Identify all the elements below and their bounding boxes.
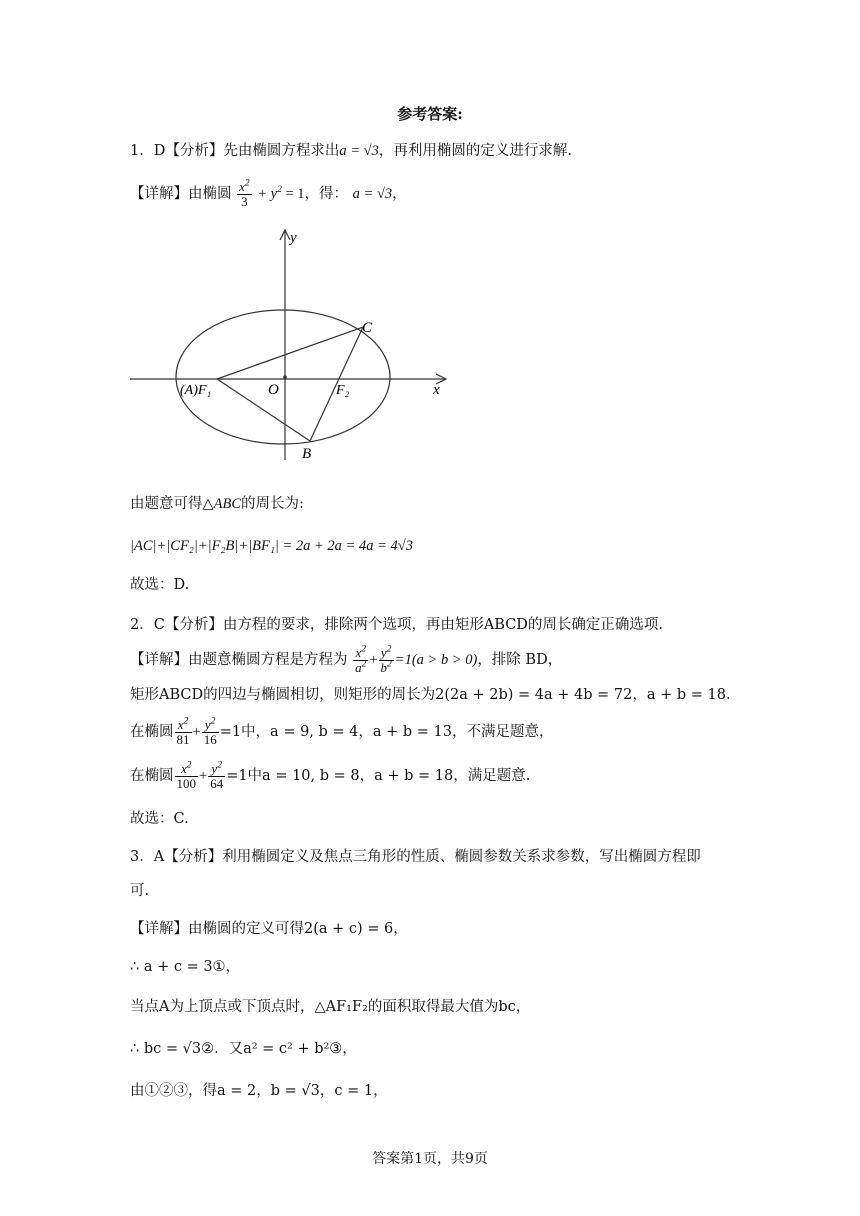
q2-case1: 在椭圆 $\frac{x^2}{81}$ + $\frac{y^2}{16}$ =1中，a = 9, b = 4，a + b = 13，不满足题意，	[130, 716, 554, 747]
label-b: B	[302, 446, 312, 462]
q1-perimeter-intro	[130, 493, 304, 515]
ellipse-fraction: $\frac{x^2}{3}$	[239, 178, 250, 209]
q2-frac-y: $\frac{y^2}{b^2}$	[380, 644, 392, 675]
q2-case1-frac-x: $\frac{x^2}{81}$	[176, 716, 190, 747]
label-c: C	[362, 320, 373, 336]
page-title: 参考答案:	[397, 105, 463, 123]
label-x: x	[433, 382, 440, 398]
q1-perimeter-tail: 的周长为:	[241, 496, 304, 512]
q3-detail: 【详解】由椭圆的定义可得2(a + c) = 6，	[130, 921, 408, 937]
q1-perimeter-tri: △ABC	[202, 496, 242, 512]
q1-detail-suffix: ，得：	[304, 186, 349, 203]
q2-detail: 【详解】由题意椭圆方程是方程为 $\frac{x^2}{a^2}$ + $\frac{y^2}{b^2}$ =1(a > b > 0)，排除 BD，	[130, 644, 563, 675]
origin-dot	[283, 375, 287, 379]
q3-analysis-line2: 可.	[130, 883, 150, 899]
q1-analysis	[130, 140, 572, 162]
q2-rect-line: 矩形ABCD的四边与椭圆相切，则矩形的周长为2(2a + 2b) = 4a + 4b = 72，a + b = 18.	[130, 687, 731, 703]
q1-head-tail: ，再利用椭圆的定义进行求解.	[378, 143, 572, 159]
q3-step1: ∴ a + c = 3①，	[130, 959, 241, 975]
q2-answer: 故选：C.	[130, 811, 189, 827]
q1-detail-prefix: 【详解】由椭圆	[130, 186, 232, 203]
q2-analysis: 2．C【分析】由方程的要求，排除两个选项，再由矩形ABCD的周长确定正确选项.	[130, 617, 664, 633]
q1-head: 1．D【分析】先由椭圆方程求出	[130, 143, 340, 159]
q1-detail: 【详解】由椭圆 $\frac{x^2}{3}$ + $y^2 = 1$，得： a = √3，	[130, 178, 407, 209]
q2-case1-tail: =1中，a = 9, b = 4，a + b = 13，不满足题意，	[219, 724, 554, 741]
label-a-f1: (A)F₁	[180, 383, 212, 398]
q2-detail-cond: =1(a > b > 0)	[394, 652, 478, 669]
q2-case1-prefix: 在椭圆	[130, 724, 174, 741]
page-footer: 答案第1页，共9页	[372, 1151, 488, 1167]
label-y: y	[290, 230, 297, 246]
q1-perimeter-eq: |AC|+|CF₂|+|F₂B|+|BF₁| = 2a + 2a = 4a = 4√3	[130, 538, 413, 554]
ellipse-eq-rest: + $y^2 = 1$	[257, 185, 305, 203]
q1-answer: 故选：D.	[130, 577, 190, 593]
q3-step3: ∴ bc = √3②．又a² = c² + b²③，	[130, 1041, 357, 1057]
q2-case2-tail: =1中a = 10, b = 8，a + b = 18，满足题意.	[226, 768, 531, 785]
q2-case2-prefix: 在椭圆	[130, 768, 174, 785]
ellipse-figure	[120, 222, 460, 464]
q3-step4: 由①②③，得a = 2，b = √3，c = 1，	[130, 1083, 388, 1099]
q2-case2-frac-y: $\frac{y^2}{64}$	[210, 760, 224, 791]
q2-case2-frac-x: $\frac{x^2}{100}$	[176, 760, 196, 791]
q2-detail-tail: ，排除 BD，	[477, 652, 563, 669]
q2-frac-x: $\frac{x^2}{a^2}$	[355, 644, 367, 675]
label-f2: F₂	[336, 383, 350, 398]
q1-head-math: a = √3	[339, 143, 379, 159]
q2-case1-frac-y: $\frac{y^2}{16}$	[203, 716, 217, 747]
q3-analysis-line1: 3．A【分析】利用椭圆定义及焦点三角形的性质、椭圆参数关系求参数，写出椭圆方程即	[130, 849, 701, 865]
q1-perimeter-text: 由题意可得	[130, 496, 203, 512]
q3-step2: 当点A为上顶点或下顶点时，△AF₁F₂的面积取得最大值为bc，	[130, 999, 531, 1015]
q1-detail-math: a = √3	[352, 186, 393, 203]
q2-detail-prefix: 【详解】由题意椭圆方程是方程为	[130, 652, 348, 669]
q2-case2: 在椭圆 $\frac{x^2}{100}$ + $\frac{y^2}{64}$ =1中a = 10, b = 8，a + b = 18，满足题意.	[130, 760, 531, 791]
ellipse-curve	[176, 310, 390, 444]
label-o: O	[268, 382, 279, 398]
